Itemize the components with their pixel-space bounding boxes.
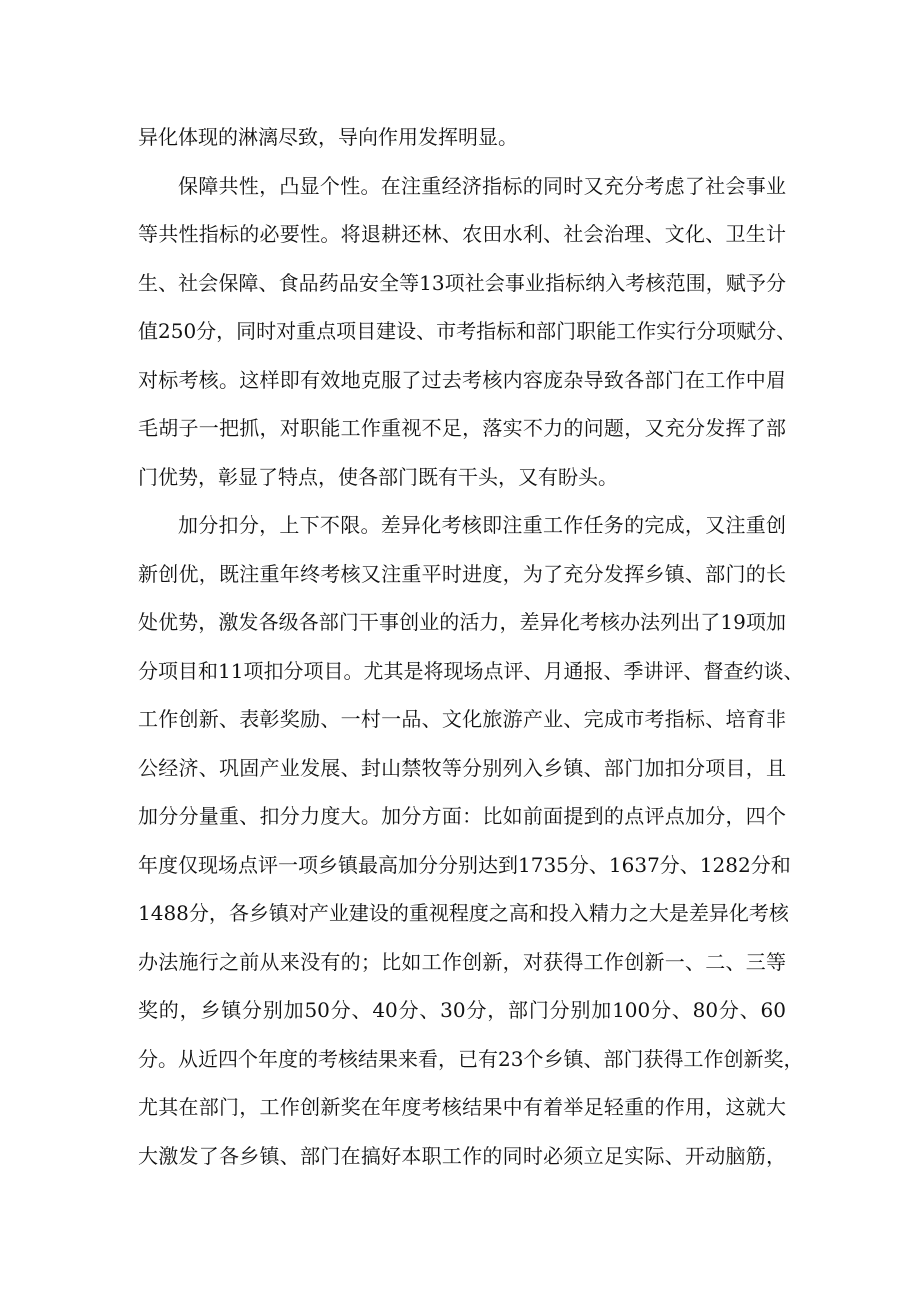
- text-line: 生、社会保障、食品药品安全等13项社会事业指标纳入考核范围，赋予分: [138, 270, 786, 295]
- text-line: 加分分量重、扣分力度大。加分方面：比如前面提到的点评点加分，四个: [138, 804, 786, 828]
- text-line: 异化体现的淋漓尽致，导向作用发挥明显。: [138, 125, 518, 149]
- text-line: 门优势，彰显了特点，使各部门既有干头，又有盼头。: [138, 464, 618, 489]
- text-line: 尤其在部门，工作创新奖在年度考核结果中有着举足轻重的作用，这就大: [138, 1095, 786, 1119]
- text-line: 对标考核。这样即有效地克服了过去考核内容庞杂导致各部门在工作中眉: [138, 367, 786, 392]
- text-line: 奖的，乡镇分别加50分、40分、30分，部门分别加100分、80分、60: [138, 998, 786, 1022]
- text-line: 处优势，激发各级各部门干事创业的活力，差异化考核办法列出了19项加: [138, 610, 786, 634]
- text-line: 新创优，既注重年终考核又注重平时进度，为了充分发挥乡镇、部门的长: [138, 561, 786, 586]
- text-line: 分。从近四个年度的考核结果来看，已有23个乡镇、部门获得工作创新奖，: [138, 1046, 804, 1071]
- document-body: [138, 113, 804, 1180]
- text-line: 工作创新、表彰奖励、一村一品、文化旅游产业、完成市考指标、培育非: [138, 707, 786, 731]
- text-line: 分项目和11项扣分项目。尤其是将现场点评、月通报、季讲评、督查约谈、: [138, 658, 804, 683]
- text-line: 毛胡子一把抓，对职能工作重视不足，落实不力的问题，又充分发挥了部: [138, 416, 786, 440]
- text-line: 办法施行之前从来没有的；比如工作创新，对获得工作创新一、二、三等: [138, 949, 786, 974]
- text-line: 大激发了各乡镇、部门在搞好本职工作的同时必须立足实际、开动脑筋，: [138, 1143, 786, 1168]
- paragraph-first-line: 加分扣分，上下不限。差异化考核即注重工作任务的完成，又注重创: [178, 513, 786, 537]
- text-line: 等共性指标的必要性。将退耕还林、农田水利、社会治理、文化、卫生计: [138, 222, 786, 246]
- text-line: 值250分，同时对重点项目建设、市考指标和部门职能工作实行分项赋分、: [138, 319, 797, 343]
- text-line: 年度仅现场点评一项乡镇最高加分分别达到1735分、1637分、1282分和: [138, 852, 791, 877]
- text-line: 1488分，各乡镇对产业建设的重视程度之高和投入精力之大是差异化考核: [138, 901, 789, 925]
- paragraph-first-line: 保障共性，凸显个性。在注重经济指标的同时又充分考虑了社会事业: [178, 173, 786, 198]
- text-line: 公经济、巩固产业发展、封山禁牧等分别列入乡镇、部门加扣分项目，且: [138, 755, 786, 780]
